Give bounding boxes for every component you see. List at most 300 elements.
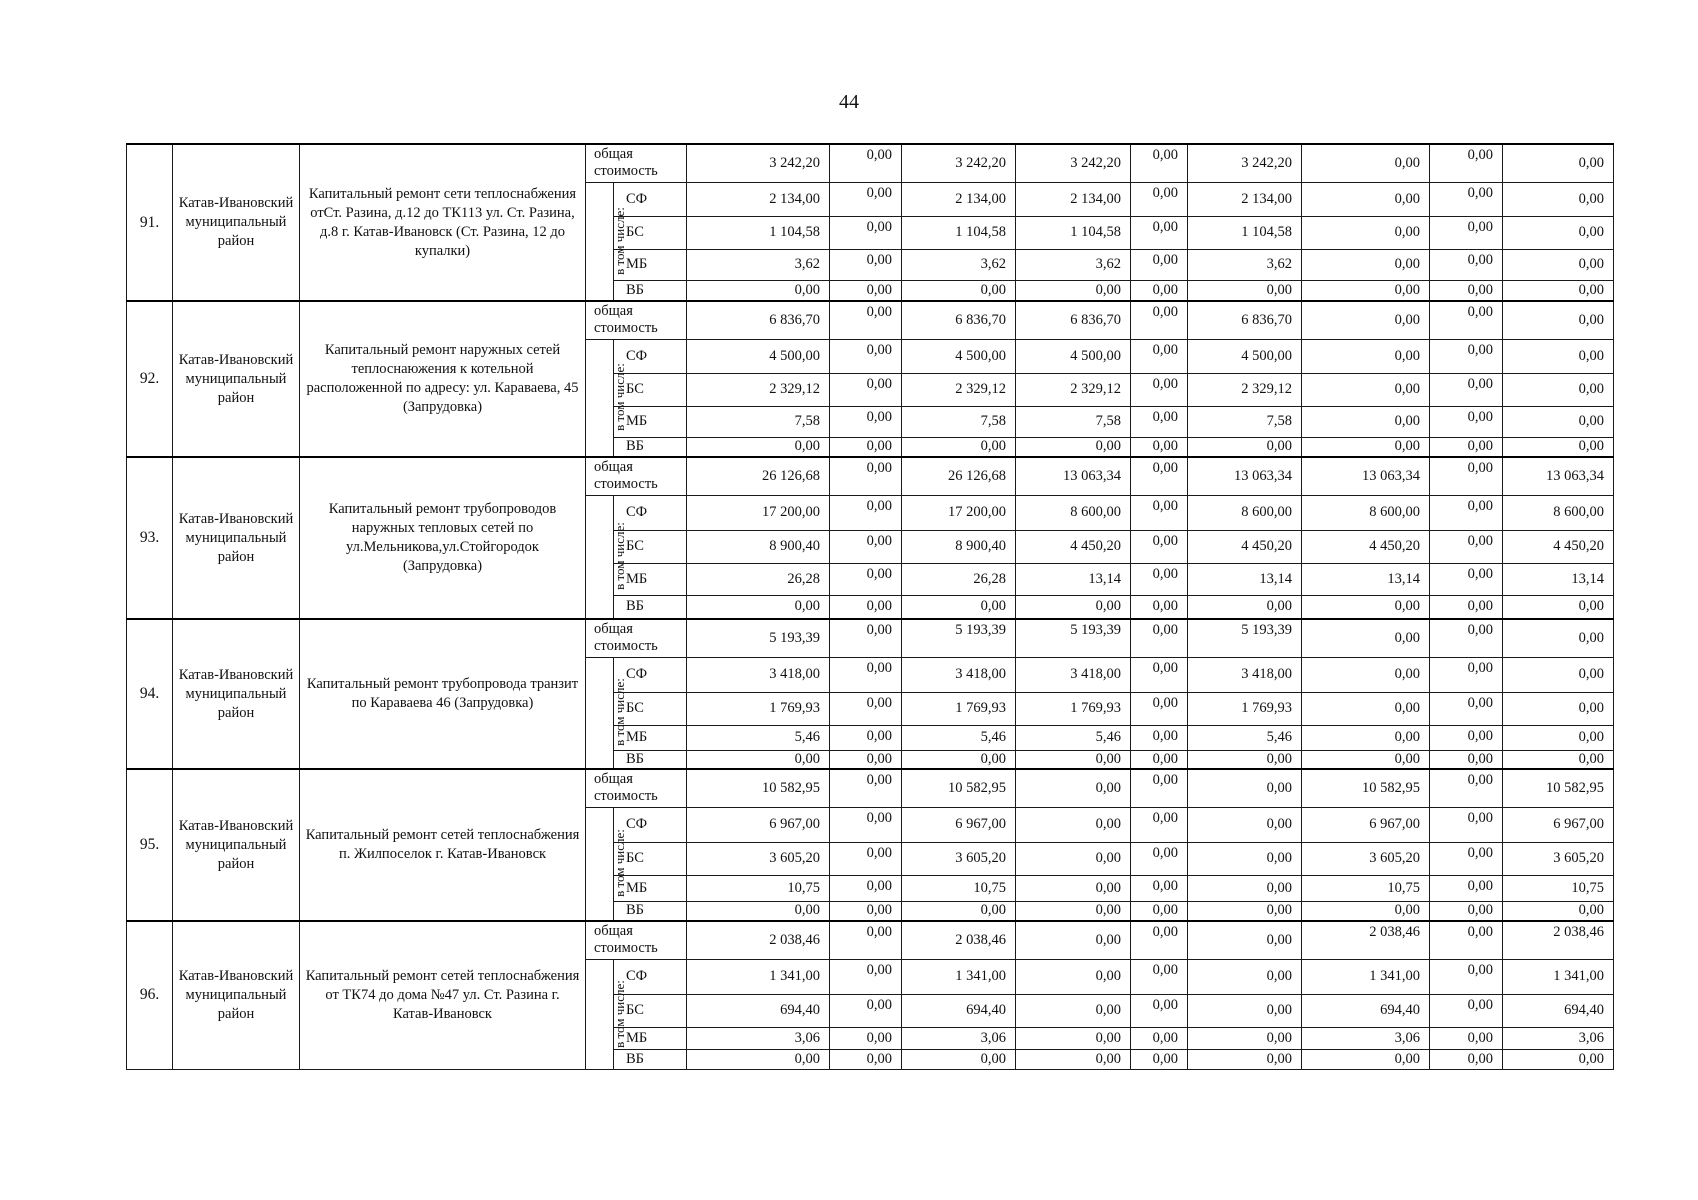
value-cell: 0,00 bbox=[1302, 144, 1430, 182]
value-cell: 13 063,34 bbox=[1016, 457, 1131, 495]
value-cell: 2 134,00 bbox=[902, 182, 1016, 216]
value-cell: 0,00 bbox=[1131, 692, 1188, 725]
value-cell: 6 967,00 bbox=[1503, 807, 1614, 842]
value-cell: 13 063,34 bbox=[1302, 457, 1430, 495]
funding-source-code: СФ bbox=[614, 807, 687, 842]
in-total-label: в том числе: bbox=[611, 363, 627, 432]
value-cell: 0,00 bbox=[1430, 1049, 1503, 1069]
value-cell: 1 769,93 bbox=[1016, 692, 1131, 725]
value-cell: 0,00 bbox=[1503, 692, 1614, 725]
value-cell: 0,00 bbox=[1131, 530, 1188, 563]
value-cell: 10,75 bbox=[1503, 875, 1614, 901]
value-cell: 8 900,40 bbox=[687, 530, 830, 563]
value-cell: 0,00 bbox=[1131, 994, 1188, 1027]
value-cell: 0,00 bbox=[1188, 901, 1302, 921]
value-cell: 4 450,20 bbox=[1302, 530, 1430, 563]
value-cell: 0,00 bbox=[1302, 301, 1430, 339]
value-cell: 4 500,00 bbox=[1016, 339, 1131, 373]
value-cell: 4 450,20 bbox=[1188, 530, 1302, 563]
value-cell: 0,00 bbox=[1503, 301, 1614, 339]
in-total-label: в том числе: bbox=[611, 678, 627, 747]
value-cell: 3 605,20 bbox=[1503, 842, 1614, 875]
in-total-label: в том числе: bbox=[611, 979, 627, 1048]
value-cell: 0,00 bbox=[1430, 750, 1503, 769]
value-cell: 0,00 bbox=[1016, 280, 1131, 301]
value-cell: 0,00 bbox=[902, 1049, 1016, 1069]
value-cell: 0,00 bbox=[1016, 1027, 1131, 1049]
value-cell: 3 605,20 bbox=[687, 842, 830, 875]
value-cell: 0,00 bbox=[1131, 959, 1188, 994]
row-number: 93. bbox=[127, 457, 173, 619]
value-cell: 0,00 bbox=[1503, 657, 1614, 692]
value-cell: 0,00 bbox=[830, 725, 902, 750]
value-cell: 0,00 bbox=[1430, 657, 1503, 692]
value-cell: 26,28 bbox=[902, 563, 1016, 595]
value-cell: 0,00 bbox=[1503, 339, 1614, 373]
value-cell: 1 341,00 bbox=[1503, 959, 1614, 994]
value-cell: 1 104,58 bbox=[902, 216, 1016, 249]
row-number: 91. bbox=[127, 144, 173, 301]
value-cell: 1 104,58 bbox=[1016, 216, 1131, 249]
funding-source-code: БС bbox=[614, 216, 687, 249]
funding-source-code: ВБ bbox=[614, 1049, 687, 1069]
value-cell: 0,00 bbox=[1430, 437, 1503, 457]
value-cell: 17 200,00 bbox=[902, 495, 1016, 530]
value-cell: 0,00 bbox=[1131, 406, 1188, 437]
row-number: 96. bbox=[127, 921, 173, 1069]
value-cell: 0,00 bbox=[830, 144, 902, 182]
value-cell: 0,00 bbox=[1430, 530, 1503, 563]
value-cell: 0,00 bbox=[1131, 595, 1188, 619]
value-cell: 0,00 bbox=[1503, 901, 1614, 921]
value-cell: 0,00 bbox=[830, 595, 902, 619]
value-cell: 0,00 bbox=[830, 875, 902, 901]
value-cell: 0,00 bbox=[902, 901, 1016, 921]
value-cell: 0,00 bbox=[830, 994, 902, 1027]
value-cell: 2 038,46 bbox=[687, 921, 830, 959]
funding-source-code: МБ bbox=[614, 249, 687, 280]
value-cell: 0,00 bbox=[1430, 807, 1503, 842]
value-cell: 0,00 bbox=[1430, 144, 1503, 182]
value-cell: 0,00 bbox=[1131, 769, 1188, 807]
object-description: Капитальный ремонт трубопроводов наружных тепловых сетей по ул.Мельникова,ул.Стойгородок (Запрудовка) bbox=[300, 457, 586, 619]
value-cell: 0,00 bbox=[830, 530, 902, 563]
value-cell: 0,00 bbox=[1016, 750, 1131, 769]
value-cell: 0,00 bbox=[1302, 619, 1430, 657]
value-cell: 694,40 bbox=[1503, 994, 1614, 1027]
value-cell: 0,00 bbox=[1302, 1049, 1430, 1069]
funding-source-code: ВБ bbox=[614, 901, 687, 921]
value-cell: 2 134,00 bbox=[1016, 182, 1131, 216]
value-cell: 0,00 bbox=[1503, 406, 1614, 437]
funding-source-code: СФ bbox=[614, 495, 687, 530]
funding-source-code: МБ bbox=[614, 1027, 687, 1049]
value-cell: 0,00 bbox=[1503, 373, 1614, 406]
value-cell: 3,62 bbox=[1188, 249, 1302, 280]
value-cell: 13 063,34 bbox=[1503, 457, 1614, 495]
value-cell: 0,00 bbox=[1503, 437, 1614, 457]
value-cell: 0,00 bbox=[1188, 437, 1302, 457]
value-cell: 0,00 bbox=[1131, 457, 1188, 495]
value-cell: 694,40 bbox=[687, 994, 830, 1027]
value-cell: 0,00 bbox=[1131, 807, 1188, 842]
value-cell: 1 769,93 bbox=[902, 692, 1016, 725]
value-cell: 8 600,00 bbox=[1188, 495, 1302, 530]
value-cell: 0,00 bbox=[1016, 807, 1131, 842]
value-cell: 0,00 bbox=[1503, 216, 1614, 249]
value-cell: 0,00 bbox=[1302, 750, 1430, 769]
value-cell: 0,00 bbox=[830, 692, 902, 725]
value-cell: 13,14 bbox=[1302, 563, 1430, 595]
value-cell: 5,46 bbox=[902, 725, 1016, 750]
value-cell: 6 967,00 bbox=[902, 807, 1016, 842]
value-cell: 0,00 bbox=[1131, 750, 1188, 769]
funding-source-code: МБ bbox=[614, 725, 687, 750]
value-cell: 0,00 bbox=[1302, 373, 1430, 406]
value-cell: 2 038,46 bbox=[902, 921, 1016, 959]
value-cell: 0,00 bbox=[1503, 725, 1614, 750]
value-cell: 0,00 bbox=[1430, 994, 1503, 1027]
funding-source-code: СФ bbox=[614, 657, 687, 692]
value-cell: 3,06 bbox=[1503, 1027, 1614, 1049]
district-name: Катав-Ивановский муниципальный район bbox=[173, 921, 300, 1069]
value-cell: 0,00 bbox=[1016, 959, 1131, 994]
value-cell: 0,00 bbox=[1302, 339, 1430, 373]
value-cell: 0,00 bbox=[830, 1027, 902, 1049]
table-row-total bbox=[127, 144, 1614, 182]
value-cell: 8 600,00 bbox=[1302, 495, 1430, 530]
value-cell: 1 341,00 bbox=[1302, 959, 1430, 994]
value-cell: 26 126,68 bbox=[902, 457, 1016, 495]
value-cell: 7,58 bbox=[902, 406, 1016, 437]
value-cell: 1 341,00 bbox=[687, 959, 830, 994]
total-cost-label: общая стоимость bbox=[586, 769, 687, 807]
value-cell: 0,00 bbox=[830, 921, 902, 959]
value-cell: 0,00 bbox=[830, 657, 902, 692]
in-total-vertical-label bbox=[586, 807, 627, 921]
value-cell: 0,00 bbox=[1131, 657, 1188, 692]
value-cell: 0,00 bbox=[1188, 1049, 1302, 1069]
value-cell: 0,00 bbox=[1430, 692, 1503, 725]
value-cell: 0,00 bbox=[1131, 144, 1188, 182]
value-cell: 0,00 bbox=[1188, 595, 1302, 619]
value-cell: 0,00 bbox=[902, 750, 1016, 769]
value-cell: 3,62 bbox=[902, 249, 1016, 280]
funding-source-code: СФ bbox=[614, 959, 687, 994]
value-cell: 8 900,40 bbox=[902, 530, 1016, 563]
funding-source-code: ВБ bbox=[614, 280, 687, 301]
value-cell: 0,00 bbox=[1430, 842, 1503, 875]
value-cell: 0,00 bbox=[830, 619, 902, 657]
funding-source-code: БС bbox=[614, 530, 687, 563]
value-cell: 0,00 bbox=[687, 750, 830, 769]
value-cell: 0,00 bbox=[830, 406, 902, 437]
value-cell: 3 242,20 bbox=[1016, 144, 1131, 182]
value-cell: 5,46 bbox=[687, 725, 830, 750]
value-cell: 0,00 bbox=[1131, 280, 1188, 301]
object-description: Капитальный ремонт трубопровода транзит по Караваева 46 (Запрудовка) bbox=[300, 619, 586, 769]
value-cell: 0,00 bbox=[1131, 842, 1188, 875]
value-cell: 2 329,12 bbox=[1016, 373, 1131, 406]
district-name: Катав-Ивановский муниципальный район bbox=[173, 457, 300, 619]
value-cell: 3 418,00 bbox=[1188, 657, 1302, 692]
value-cell: 1 104,58 bbox=[1188, 216, 1302, 249]
value-cell: 0,00 bbox=[1188, 842, 1302, 875]
value-cell: 0,00 bbox=[830, 280, 902, 301]
value-cell: 0,00 bbox=[830, 842, 902, 875]
funding-source-code: БС bbox=[614, 373, 687, 406]
value-cell: 0,00 bbox=[1430, 216, 1503, 249]
row-number: 92. bbox=[127, 301, 173, 457]
value-cell: 8 600,00 bbox=[1503, 495, 1614, 530]
in-total-vertical-label bbox=[586, 339, 627, 457]
value-cell: 1 341,00 bbox=[902, 959, 1016, 994]
value-cell: 0,00 bbox=[830, 216, 902, 249]
value-cell: 0,00 bbox=[1430, 406, 1503, 437]
value-cell: 0,00 bbox=[1430, 595, 1503, 619]
value-cell: 0,00 bbox=[1430, 563, 1503, 595]
value-cell: 0,00 bbox=[1302, 216, 1430, 249]
value-cell: 0,00 bbox=[1302, 249, 1430, 280]
value-cell: 0,00 bbox=[1430, 339, 1503, 373]
value-cell: 0,00 bbox=[1430, 875, 1503, 901]
value-cell: 0,00 bbox=[1503, 249, 1614, 280]
value-cell: 0,00 bbox=[1302, 406, 1430, 437]
value-cell: 6 836,70 bbox=[1188, 301, 1302, 339]
value-cell: 0,00 bbox=[1503, 619, 1614, 657]
value-cell: 0,00 bbox=[1188, 1027, 1302, 1049]
value-cell: 4 450,20 bbox=[1503, 530, 1614, 563]
value-cell: 0,00 bbox=[1131, 1049, 1188, 1069]
value-cell: 0,00 bbox=[1430, 301, 1503, 339]
value-cell: 3 242,20 bbox=[687, 144, 830, 182]
value-cell: 0,00 bbox=[687, 595, 830, 619]
value-cell: 0,00 bbox=[1131, 301, 1188, 339]
value-cell: 0,00 bbox=[1430, 921, 1503, 959]
value-cell: 0,00 bbox=[1131, 339, 1188, 373]
funding-source-code: БС bbox=[614, 692, 687, 725]
table-row-total bbox=[127, 457, 1614, 495]
in-total-label: в том числе: bbox=[611, 829, 627, 898]
value-cell: 0,00 bbox=[1430, 373, 1503, 406]
value-cell: 0,00 bbox=[1131, 373, 1188, 406]
value-cell: 7,58 bbox=[1188, 406, 1302, 437]
value-cell: 0,00 bbox=[1503, 182, 1614, 216]
in-total-vertical-label bbox=[586, 495, 627, 619]
value-cell: 0,00 bbox=[1430, 725, 1503, 750]
total-cost-label: общая стоимость bbox=[586, 301, 687, 339]
value-cell: 4 500,00 bbox=[1188, 339, 1302, 373]
value-cell: 3 242,20 bbox=[1188, 144, 1302, 182]
value-cell: 4 450,20 bbox=[1016, 530, 1131, 563]
value-cell: 13,14 bbox=[1503, 563, 1614, 595]
value-cell: 10,75 bbox=[687, 875, 830, 901]
object-description: Капитальный ремонт сетей теплоснабжения п. Жилпоселок г. Катав-Ивановск bbox=[300, 769, 586, 921]
funding-source-code: ВБ bbox=[614, 595, 687, 619]
value-cell: 0,00 bbox=[1430, 619, 1503, 657]
object-description: Капитальный ремонт наружных сетей теплоснаюжения к котельной расположенной по адресу: ул. Караваева, 45 (Запрудовка) bbox=[300, 301, 586, 457]
district-name: Катав-Ивановский муниципальный район bbox=[173, 619, 300, 769]
value-cell: 0,00 bbox=[830, 373, 902, 406]
value-cell: 0,00 bbox=[687, 280, 830, 301]
value-cell: 0,00 bbox=[1430, 901, 1503, 921]
value-cell: 0,00 bbox=[1131, 495, 1188, 530]
value-cell: 0,00 bbox=[1302, 692, 1430, 725]
value-cell: 0,00 bbox=[1131, 249, 1188, 280]
row-number: 95. bbox=[127, 769, 173, 921]
value-cell: 13,14 bbox=[1188, 563, 1302, 595]
value-cell: 0,00 bbox=[830, 301, 902, 339]
value-cell: 694,40 bbox=[902, 994, 1016, 1027]
table-row-total bbox=[127, 769, 1614, 807]
value-cell: 0,00 bbox=[1430, 249, 1503, 280]
value-cell: 3 605,20 bbox=[1302, 842, 1430, 875]
total-cost-label: общая стоимость bbox=[586, 457, 687, 495]
value-cell: 26,28 bbox=[687, 563, 830, 595]
value-cell: 10,75 bbox=[902, 875, 1016, 901]
value-cell: 3 418,00 bbox=[687, 657, 830, 692]
in-total-vertical-label bbox=[586, 657, 627, 769]
funding-source-code: ВБ bbox=[614, 750, 687, 769]
value-cell: 0,00 bbox=[1188, 994, 1302, 1027]
value-cell: 5 193,39 bbox=[1016, 619, 1131, 657]
value-cell: 0,00 bbox=[830, 769, 902, 807]
value-cell: 0,00 bbox=[830, 249, 902, 280]
value-cell: 0,00 bbox=[830, 182, 902, 216]
value-cell: 0,00 bbox=[687, 901, 830, 921]
value-cell: 3,62 bbox=[687, 249, 830, 280]
value-cell: 0,00 bbox=[1016, 901, 1131, 921]
value-cell: 17 200,00 bbox=[687, 495, 830, 530]
value-cell: 6 836,70 bbox=[687, 301, 830, 339]
funding-source-code: БС bbox=[614, 842, 687, 875]
value-cell: 0,00 bbox=[1302, 725, 1430, 750]
value-cell: 10 582,95 bbox=[687, 769, 830, 807]
value-cell: 1 769,93 bbox=[1188, 692, 1302, 725]
funding-source-code: СФ bbox=[614, 182, 687, 216]
value-cell: 0,00 bbox=[1302, 901, 1430, 921]
value-cell: 0,00 bbox=[1016, 875, 1131, 901]
value-cell: 1 104,58 bbox=[687, 216, 830, 249]
value-cell: 0,00 bbox=[1016, 994, 1131, 1027]
value-cell: 4 500,00 bbox=[902, 339, 1016, 373]
funding-source-code: СФ bbox=[614, 339, 687, 373]
value-cell: 0,00 bbox=[830, 457, 902, 495]
value-cell: 2 134,00 bbox=[1188, 182, 1302, 216]
value-cell: 7,58 bbox=[687, 406, 830, 437]
funding-source-code: ВБ bbox=[614, 437, 687, 457]
funding-source-code: МБ bbox=[614, 875, 687, 901]
value-cell: 13 063,34 bbox=[1188, 457, 1302, 495]
value-cell: 6 836,70 bbox=[1016, 301, 1131, 339]
value-cell: 5,46 bbox=[1188, 725, 1302, 750]
value-cell: 5 193,39 bbox=[687, 619, 830, 657]
value-cell: 0,00 bbox=[1430, 1027, 1503, 1049]
object-description: Капитальный ремонт сети теплоснабжения отСт. Разина, д.12 до ТК113 ул. Ст. Разина, д.8 г. Катав-Ивановск (Ст. Разина, 12 до купалки) bbox=[300, 144, 586, 301]
value-cell: 0,00 bbox=[1131, 1027, 1188, 1049]
table-row-total bbox=[127, 619, 1614, 657]
value-cell: 0,00 bbox=[830, 437, 902, 457]
value-cell: 0,00 bbox=[1188, 280, 1302, 301]
total-cost-label: общая стоимость bbox=[586, 144, 687, 182]
value-cell: 0,00 bbox=[1503, 280, 1614, 301]
district-name: Катав-Ивановский муниципальный район bbox=[173, 769, 300, 921]
value-cell: 4 500,00 bbox=[687, 339, 830, 373]
value-cell: 0,00 bbox=[1302, 280, 1430, 301]
value-cell: 0,00 bbox=[1503, 750, 1614, 769]
total-cost-label: общая стоимость bbox=[586, 619, 687, 657]
value-cell: 0,00 bbox=[1302, 657, 1430, 692]
value-cell: 3,06 bbox=[1302, 1027, 1430, 1049]
district-name: Катав-Ивановский муниципальный район bbox=[173, 144, 300, 301]
table-row-total bbox=[127, 921, 1614, 959]
value-cell: 3 418,00 bbox=[902, 657, 1016, 692]
value-cell: 10 582,95 bbox=[1302, 769, 1430, 807]
value-cell: 0,00 bbox=[1430, 769, 1503, 807]
object-description: Капитальный ремонт сетей теплоснабжения от ТК74 до дома №47 ул. Ст. Разина г. Катав-Ивановск bbox=[300, 921, 586, 1069]
value-cell: 0,00 bbox=[1188, 807, 1302, 842]
value-cell: 0,00 bbox=[1131, 725, 1188, 750]
value-cell: 0,00 bbox=[1131, 875, 1188, 901]
district-name: Катав-Ивановский муниципальный район bbox=[173, 301, 300, 457]
funding-source-code: БС bbox=[614, 994, 687, 1027]
value-cell: 0,00 bbox=[902, 280, 1016, 301]
value-cell: 0,00 bbox=[1302, 182, 1430, 216]
value-cell: 0,00 bbox=[1188, 921, 1302, 959]
value-cell: 0,00 bbox=[1016, 437, 1131, 457]
value-cell: 0,00 bbox=[1016, 769, 1131, 807]
value-cell: 6 967,00 bbox=[687, 807, 830, 842]
funding-source-code: МБ bbox=[614, 406, 687, 437]
value-cell: 0,00 bbox=[1131, 216, 1188, 249]
value-cell: 0,00 bbox=[1503, 1049, 1614, 1069]
value-cell: 0,00 bbox=[1016, 595, 1131, 619]
value-cell: 0,00 bbox=[1016, 842, 1131, 875]
value-cell: 0,00 bbox=[1131, 182, 1188, 216]
table-body bbox=[127, 144, 1614, 1069]
value-cell: 6 836,70 bbox=[902, 301, 1016, 339]
value-cell: 3,62 bbox=[1016, 249, 1131, 280]
value-cell: 0,00 bbox=[830, 959, 902, 994]
value-cell: 3 242,20 bbox=[902, 144, 1016, 182]
value-cell: 2 134,00 bbox=[687, 182, 830, 216]
value-cell: 5 193,39 bbox=[902, 619, 1016, 657]
value-cell: 1 769,93 bbox=[687, 692, 830, 725]
value-cell: 0,00 bbox=[1302, 595, 1430, 619]
value-cell: 0,00 bbox=[1188, 769, 1302, 807]
value-cell: 0,00 bbox=[830, 1049, 902, 1069]
value-cell: 0,00 bbox=[830, 563, 902, 595]
total-cost-label: общая стоимость bbox=[586, 921, 687, 959]
in-total-label: в том числе: bbox=[611, 206, 627, 275]
value-cell: 10 582,95 bbox=[902, 769, 1016, 807]
value-cell: 0,00 bbox=[1188, 875, 1302, 901]
table-row-total bbox=[127, 301, 1614, 339]
budget-table bbox=[126, 143, 1614, 1070]
value-cell: 26 126,68 bbox=[687, 457, 830, 495]
value-cell: 0,00 bbox=[830, 901, 902, 921]
value-cell: 13,14 bbox=[1016, 563, 1131, 595]
value-cell: 0,00 bbox=[902, 437, 1016, 457]
value-cell: 3,06 bbox=[687, 1027, 830, 1049]
value-cell: 5 193,39 bbox=[1188, 619, 1302, 657]
value-cell: 0,00 bbox=[1430, 457, 1503, 495]
value-cell: 5,46 bbox=[1016, 725, 1131, 750]
page-number: 44 bbox=[839, 91, 859, 113]
value-cell: 2 329,12 bbox=[902, 373, 1016, 406]
value-cell: 2 038,46 bbox=[1503, 921, 1614, 959]
value-cell: 0,00 bbox=[830, 807, 902, 842]
